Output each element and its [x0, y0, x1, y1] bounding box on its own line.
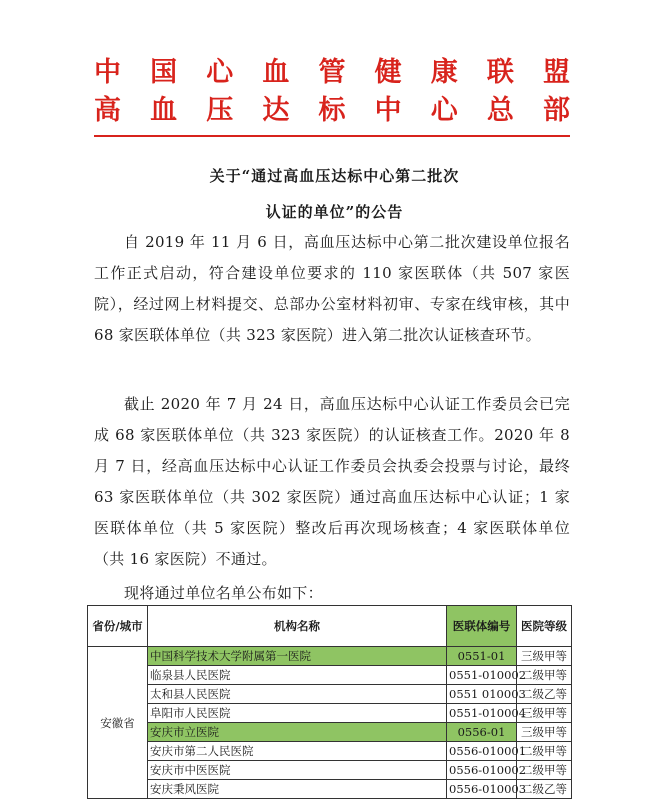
cell-name: 安庆秉风医院: [148, 780, 447, 799]
table-row: [88, 666, 572, 685]
letterhead-char: 联: [486, 57, 514, 88]
cell-code: 0551-010002: [447, 666, 517, 685]
cell-code: 0556-010003: [447, 780, 517, 799]
body-paragraph-3: 现将通过单位名单公布如下：: [124, 584, 323, 602]
body-paragraph-2: 截止 2020 年 7 月 24 日，高血压达标中心认证工作委员会已完成 68 家医联体单位（共 323 家医院）的认证核查工作。2020 年 8 月 7 日，经高血压达标中心认证工作委员会执委会投票与讨论，最终 63 家医联体单位（共 302 家医院）通过高血压达标中心认证；1 家医联体单位（共 5 家医院）整改后再次现场核查；4 家医联体单位（共 16 家医院）不通过。: [94, 395, 570, 568]
table-row: [88, 704, 572, 723]
cell-code: 0551-010004: [447, 704, 517, 723]
letterhead-char: 国: [150, 57, 178, 88]
letterhead-char: 高: [94, 95, 121, 126]
cell-level: 三级甲等: [517, 704, 572, 723]
cell-code: 0551-01: [447, 647, 517, 666]
cell-level: 三级甲等: [517, 723, 572, 742]
cell-level: 二级甲等: [517, 742, 572, 761]
cell-level: 二级乙等: [517, 685, 572, 704]
cell-name: 阜阳市人民医院: [148, 704, 447, 723]
header-code: 医联体编号: [447, 606, 517, 647]
cell-name: 安庆市第二人民医院: [148, 742, 447, 761]
cell-code: 0556-010001: [447, 742, 517, 761]
cell-name: 临泉县人民医院: [148, 666, 447, 685]
table-header-row: [88, 606, 572, 647]
table-row: [88, 742, 572, 761]
letterhead-char: 心: [206, 57, 234, 88]
cell-code: 0556-01: [447, 723, 517, 742]
letterhead-char: 标: [318, 95, 346, 126]
cell-code: 0551 010003: [447, 685, 517, 704]
table-row: [88, 761, 572, 780]
notice-title-line-1: 关于“通过高血压达标中心第二批次: [209, 167, 460, 185]
letterhead-divider: [94, 135, 570, 137]
header-name: 机构名称: [148, 606, 447, 647]
letterhead: [94, 55, 570, 129]
cell-name: 安庆市中医医院: [148, 761, 447, 780]
letterhead-char: 盟: [543, 57, 570, 88]
letterhead-char: 部: [543, 95, 570, 126]
table-row: [88, 723, 572, 742]
letterhead-char: 总: [486, 95, 514, 126]
body-paragraph-1: 自 2019 年 11 月 6 日，高血压达标中心第二批次建设单位报名工作正式启动，符合建设单位要求的 110 家医联体（共 507 家医院），经过网上材料提交、总部办公室材料初审、专家在线审核，其中 68 家医联体单位（共 323 家医院）进入第二批次认证核查环节。: [94, 233, 570, 344]
letterhead-char: 管: [318, 57, 346, 88]
cell-level: 二级甲等: [517, 761, 572, 780]
header-province: 省份/城市: [88, 606, 148, 647]
letterhead-char: 血: [262, 57, 290, 88]
cell-name: 太和县人民医院: [148, 685, 447, 704]
table-row: [88, 685, 572, 704]
letterhead-char: 中: [374, 95, 402, 126]
header-level: 医院等级: [517, 606, 572, 647]
table-row: [88, 780, 572, 799]
letterhead-char: 压: [206, 95, 234, 126]
letterhead-char: 心: [430, 95, 458, 126]
province-cell: 安徽省: [88, 647, 148, 799]
notice-title-line-2: 认证的单位”的公告: [265, 203, 404, 221]
approved-units-table: [87, 605, 572, 799]
letterhead-char: 血: [150, 95, 178, 126]
letterhead-char: 中: [94, 57, 121, 88]
table-row: [88, 647, 572, 666]
cell-level: 三级甲等: [517, 647, 572, 666]
letterhead-line-1: [94, 55, 570, 91]
cell-level: 二级甲等: [517, 666, 572, 685]
letterhead-char: 康: [430, 57, 458, 88]
cell-code: 0556-010002: [447, 761, 517, 780]
cell-name: 安庆市立医院: [148, 723, 447, 742]
cell-level: 二级乙等: [517, 780, 572, 799]
letterhead-char: 健: [374, 57, 402, 88]
cell-name: 中国科学技术大学附属第一医院: [148, 647, 447, 666]
letterhead-line-2: [94, 93, 570, 129]
letterhead-char: 达: [262, 95, 290, 126]
